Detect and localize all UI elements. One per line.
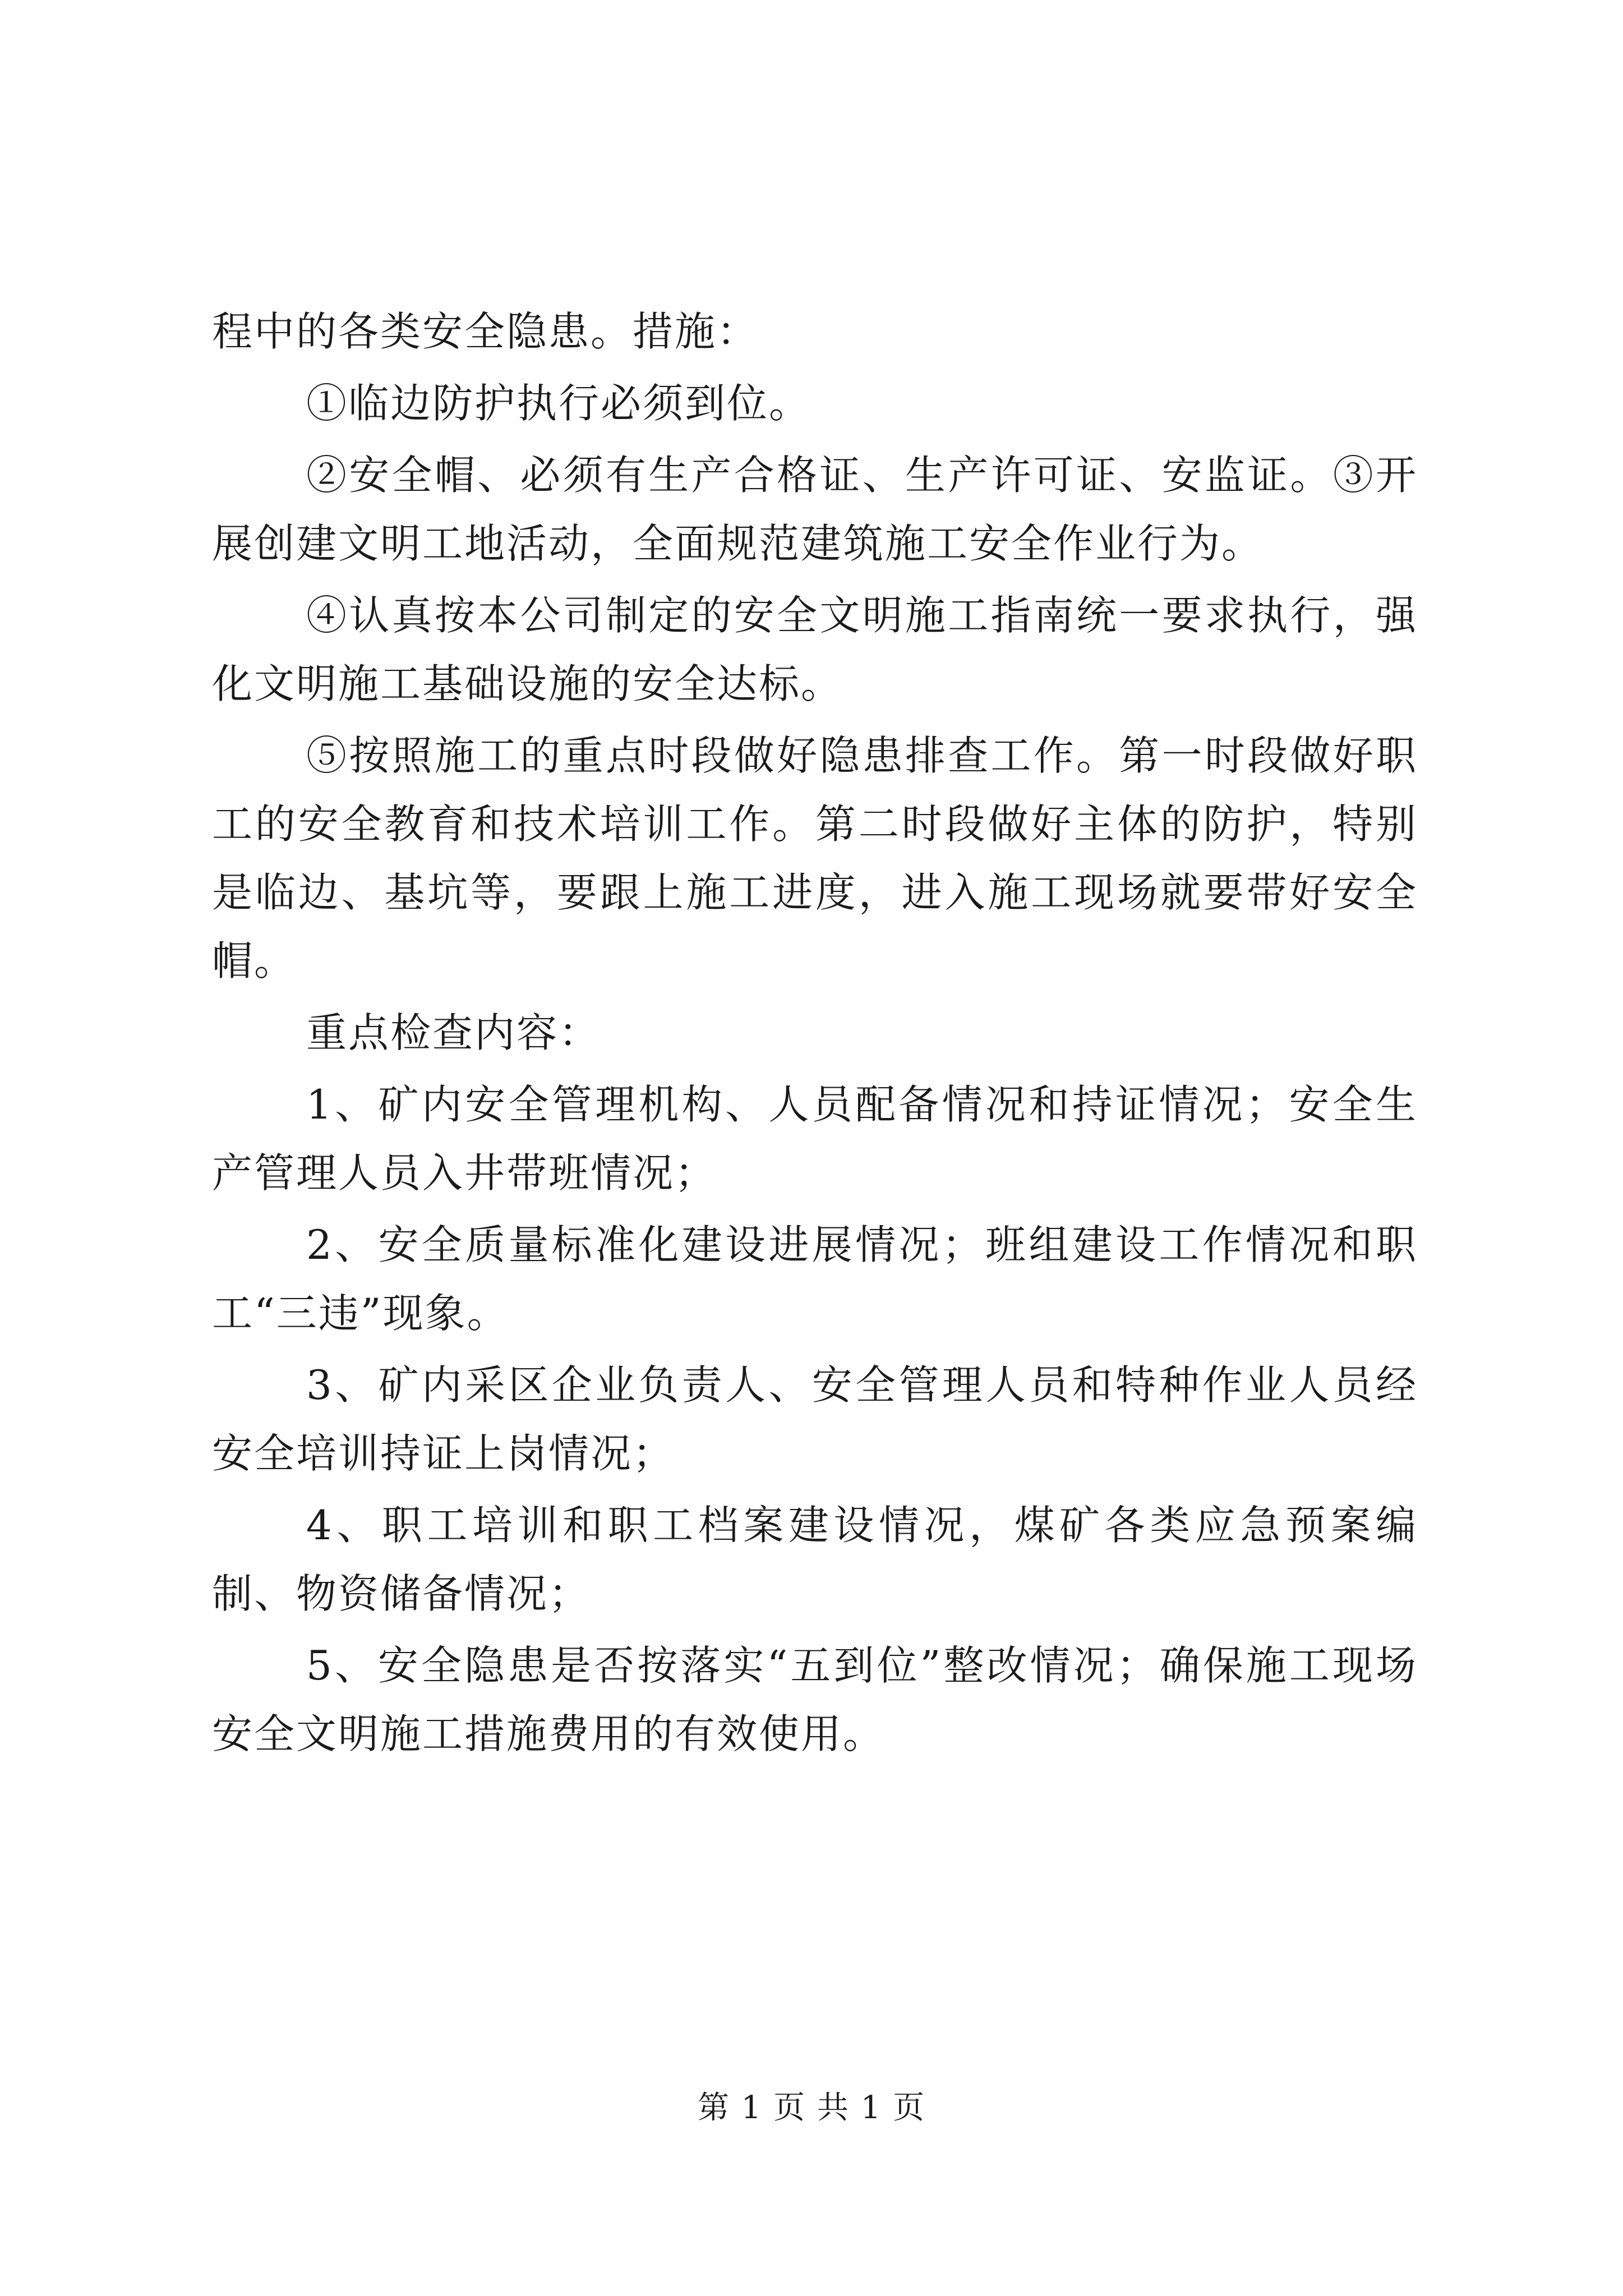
inspection-item-4: 4、职工培训和职工档案建设情况，煤矿各类应急预案编制、物资储备情况； bbox=[212, 1502, 1418, 1617]
paragraph-measure-1: ①临边防护执行必须到位。 bbox=[306, 380, 811, 427]
paragraph-measure-5: ⑤按照施工的重点时段做好隐患排查工作。第一时段做好职工的安全教育和技术培训工作。第二时段做好主体的防护，特别是临边、基坑等，要跟上施工进度，进入施工现场就要带好安全帽。 bbox=[212, 732, 1418, 984]
inspection-item-1: 1、矿内安全管理机构、人员配备情况和持证情况；安全生产管理人员入井带班情况； bbox=[212, 1081, 1418, 1197]
inspection-item-2: 2、安全质量标准化建设进展情况；班组建设工作情况和职工“三违”现象。 bbox=[212, 1221, 1418, 1337]
section-heading-inspection: 重点检查内容： bbox=[306, 1009, 601, 1056]
paragraph-continuation: 程中的各类安全隐患。措施： bbox=[212, 308, 759, 355]
paragraph-measure-4: ④认真按本公司制定的安全文明施工指南统一要求执行，强化文明施工基础设施的安全达标。 bbox=[212, 592, 1418, 707]
inspection-item-3: 3、矿内采区企业负责人、安全管理人员和特种作业人员经安全培训持证上岗情况； bbox=[212, 1361, 1418, 1477]
page-number-label: 第 1 页 共 1 页 bbox=[697, 2090, 926, 2126]
page-footer bbox=[0, 2086, 1623, 2131]
document-body bbox=[212, 297, 1418, 1772]
paragraph-measure-2-3: ②安全帽、必须有生产合格证、生产许可证、安监证。③开展创建文明工地活动，全面规范建筑施工安全作业行为。 bbox=[212, 452, 1418, 567]
inspection-item-5: 5、安全隐患是否按落实“五到位”整改情况；确保施工现场安全文明施工措施费用的有效使用。 bbox=[212, 1642, 1418, 1757]
